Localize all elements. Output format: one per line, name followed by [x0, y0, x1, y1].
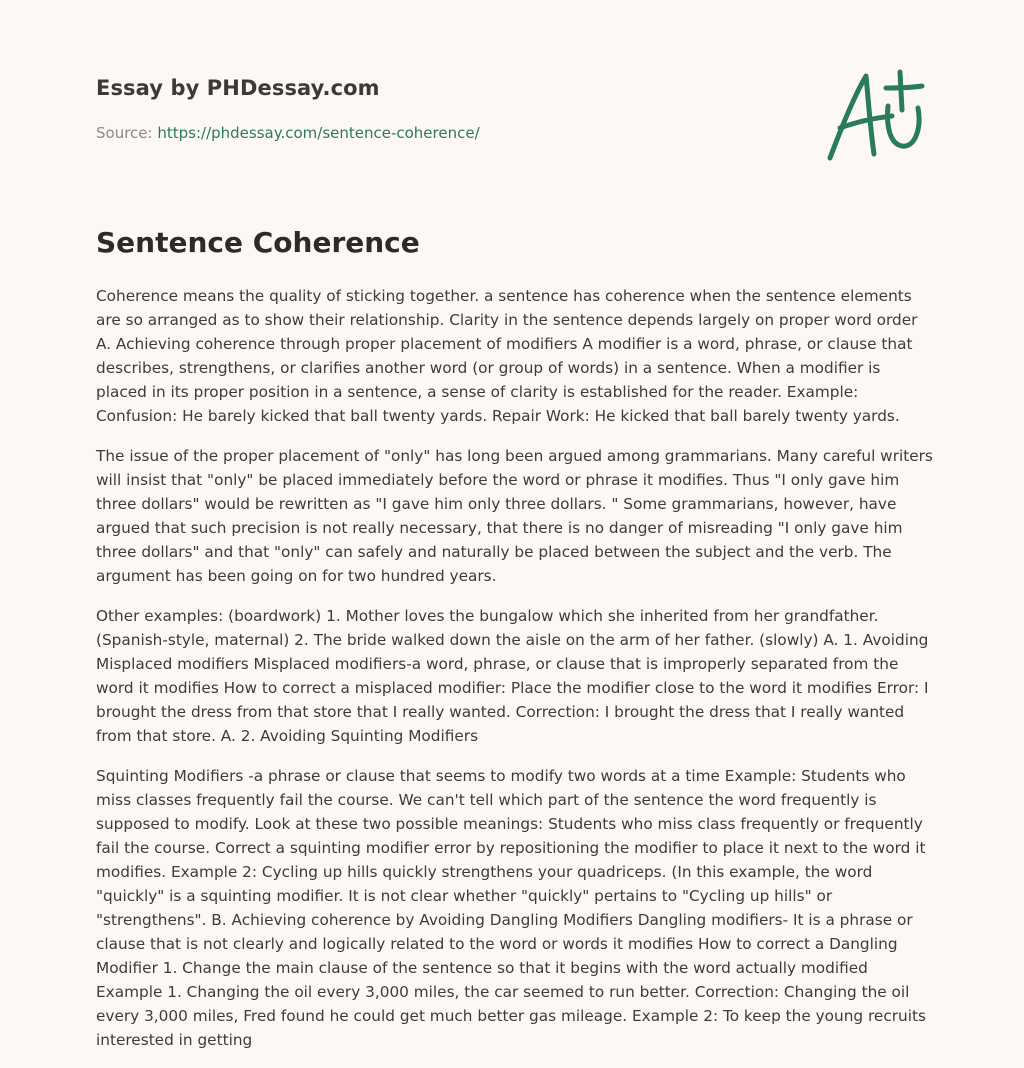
paragraph: Squinting Modifiers -a phrase or clause that seems to modify two words at a time Example: Students who miss classes frequently fail the course. We can't tell which part of the sentence the word frequently is supposed to modify. Look at these two possible meanings: Students who miss class frequently or frequently fail the course. Correct a squinting modifier error by repositioning the modifier to place it next to the word it modifies. Example 2: Cycling up hills quickly strengthens your quadriceps. (In this example, the word "quickly" is a squinting modifier. It is not clear whether "quickly" pertains to "Cycling up hills" or "strengthens". B. Achieving coherence by Avoiding Dangling Modifiers Dangling modifiers- It is a phrase or clause that is not clearly and logically related to the word or words it modifies How to correct a Dangling Modifier 1. Change the main clause of the sentence so that it begins with the word actually modified Example 1. Changing the oil every 3,000 miles, the car seemed to run better. Correction: Changing the oil every 3,000 miles, Fred found he could get much better gas mileage. Example 2: To keep the young recruits interested in getting [96, 767, 926, 1049]
a-plus-logo-icon [822, 66, 930, 166]
site-brand: Essay by PHDessay.com [96, 76, 380, 100]
paragraph: The issue of the proper placement of "only" has long been argued among grammarians. Many careful writers will insist that "only" be placed immediately before the word or phrase it modifies. Thus "I only gave him three dollars" would be rewritten as "I gave him only three dollars. " Some grammarians, however, have argued that such precision is not really necessary, that there is no danger of misreading "I only gave him three dollars" and that "only" can safely and naturally be placed between the subject and the verb. The argument has been going on for two hundred years. [96, 447, 933, 585]
source-link[interactable]: https://phdessay.com/sentence-coherence/ [157, 124, 480, 142]
document-header [96, 76, 936, 142]
paragraph: Other examples: (boardwork) 1. Mother loves the bungalow which she inherited from her grandfather. (Spanish-style, maternal) 2. The bride walked down the aisle on the arm of her father. (slowly) A. 1. Avoiding Misplaced modifiers Misplaced modifiers-a word, phrase, or clause that is improperly separated from the word it modifies How to correct a misplaced modifier: Place the modifier close to the word it modifies Error: I brought the dress from that store that I really wanted. Correction: I brought the dress that I really wanted from that store. A. 2. Avoiding Squinting Modifiers [96, 607, 929, 745]
paragraph: Coherence means the quality of sticking together. a sentence has coherence when the sentence elements are so arranged as to show their relationship. Clarity in the sentence depends largely on proper word order A. Achieving coherence through proper placement of modifiers A modifier is a word, phrase, or clause that describes, strengthens, or clarifies another word (or group of words) in a sentence. When a modifier is placed in its proper position in a sentence, a sense of clarity is established for the reader. Example: Confusion: He barely kicked that ball twenty yards. Repair Work: He kicked that ball barely twenty yards. [96, 287, 918, 425]
source-line [96, 124, 480, 142]
source-label: Source: [96, 124, 153, 142]
essay-title: Sentence Coherence [96, 226, 420, 259]
essay-body [96, 284, 936, 1068]
